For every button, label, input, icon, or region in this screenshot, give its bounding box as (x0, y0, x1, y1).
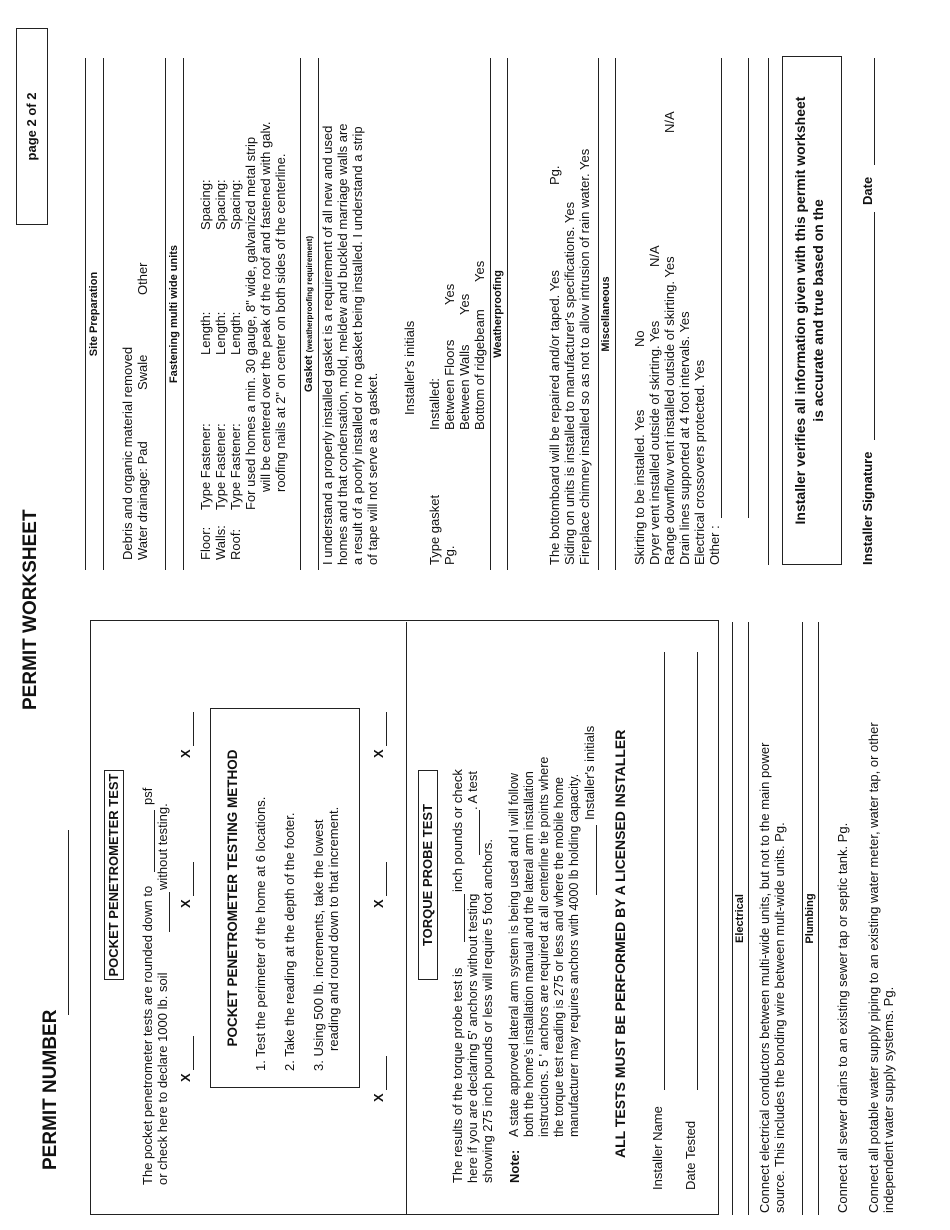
plumbing-line-2: Connect all potable water supply piping to an existing water meter, water tap, or other (866, 722, 881, 1213)
walls-type-fastener: Type Fastener: (213, 423, 228, 510)
between-floors-yes: Yes (442, 283, 457, 305)
ridgebeam-label: Bottom of ridgebeam (472, 309, 487, 430)
dryer-vent-na: N/A (647, 245, 662, 267)
electrical-top-line (732, 622, 733, 1215)
note-line-3: instructions. 5 ' anchors are required at all centerline tie points where (537, 756, 551, 1137)
used-homes-line-2: will be centered over the peak of the roof and fastened with galv. (258, 121, 273, 492)
penetrometer-x-1: X (178, 1073, 193, 1082)
gasket-title: Gasket (303, 355, 315, 393)
psf-label: psf (140, 787, 155, 805)
torque-title-box (418, 770, 438, 980)
date-tested-field[interactable] (697, 652, 698, 1090)
misc-bottom-line (615, 58, 616, 570)
penetrometer-x-3: X (178, 749, 193, 758)
misc-other-line-3[interactable] (768, 58, 769, 565)
electrical-bottom-line (748, 622, 749, 1215)
note-line-1: A state approved lateral arm system is being used and I will follow (507, 772, 521, 1137)
type-gasket-pg: Pg. (442, 545, 457, 565)
gasket-installed-label: Installed: (427, 377, 442, 430)
testing-step-3: 3. Using 500 lb. increments, take the lowest (311, 819, 326, 1071)
chimney-text: Fireplace chimney installed so as not to allow intrusion of rain water. Yes (577, 148, 592, 565)
gasket-line-4: of tape will not serve as a gasket. (365, 372, 380, 565)
plumbing-bottom-line (818, 622, 819, 1215)
licensed-installer-notice: ALL TESTS MUST BE PERFORMED BY A LICENSED INSTALLER (612, 729, 628, 1158)
misc-top-line (598, 58, 599, 570)
torque-line-2b: . A test (465, 770, 480, 810)
between-floors-label: Between Floors (442, 339, 457, 430)
gasket-bottom-line (318, 58, 319, 570)
electrical-title: Electrical (734, 894, 746, 943)
installer-name-field[interactable] (664, 652, 665, 1090)
roof-type-fastener: Type Fastener: (228, 423, 243, 510)
note-label: Note: (507, 1149, 522, 1183)
penetrometer-reading-2[interactable] (193, 862, 194, 896)
used-homes-line-1: For used homes a min. 30 gauge, 8" wide, galvanized metal strip (243, 136, 258, 510)
date-tested-label: Date Tested (683, 1120, 698, 1190)
electrical-line-1: Connect electrical conductors between multi-wide units, but not to the main power (757, 742, 772, 1213)
plumbing-title: Plumbing (804, 893, 816, 944)
site-prep-top-line (85, 58, 86, 570)
drain-lines-text: Drain lines supported at 4 foot intervals. Yes (677, 311, 692, 565)
penetrometer-x-4: X (371, 1093, 386, 1102)
penetrometer-x-2: X (178, 899, 193, 908)
page-indicator-box (16, 28, 48, 225)
torque-line-2a: here if you are declaring 5' anchors without testing (465, 893, 480, 1183)
penetrometer-x-6: X (371, 749, 386, 758)
between-walls-yes: Yes (457, 293, 472, 315)
installer-signature-label: Installer Signature (860, 451, 875, 565)
roof-length: Length: (228, 311, 243, 355)
penetrometer-reading-5[interactable] (386, 862, 387, 896)
misc-other-line-1[interactable] (721, 58, 722, 518)
penetrometer-reading-4[interactable] (386, 1056, 387, 1090)
skirting-text: Skirting to be installed. Yes (632, 409, 647, 565)
siding-text: Siding on units is installed to manufacturer's specifications. Yes (562, 201, 577, 565)
date-field[interactable] (874, 58, 875, 165)
floor-length: Length: (198, 311, 213, 355)
penetrometer-divider (406, 622, 407, 1215)
torque-installer-initials: Installer's initials (582, 725, 597, 820)
gasket-title-row (303, 58, 316, 570)
testing-step-2: 2. Take the reading at the depth of the footer. (282, 812, 297, 1071)
misc-other-line-2[interactable] (748, 58, 749, 518)
plumbing-line-1: Connect all sewer drains to an existing sewer tap or septic tank. Pg. (835, 822, 850, 1213)
permit-number-label: PERMIT NUMBER (40, 1009, 61, 1170)
verification-line-2: is accurate and true based on the (810, 199, 826, 422)
penetrometer-reading-1[interactable] (193, 1036, 194, 1070)
torque-line-3: showing 275 inch pounds or less will require 5 foot anchors. (480, 839, 495, 1183)
penetrometer-reading-6[interactable] (386, 712, 387, 746)
torque-initials-blank[interactable] (596, 825, 597, 895)
weatherproofing-bottom-line (507, 58, 508, 570)
penetrometer-check-blank[interactable] (169, 892, 170, 932)
walls-spacing: Spacing: (213, 179, 228, 230)
torque-line-1a: The results of the torque probe test is (450, 967, 465, 1183)
gasket-line-1: I understand a properly installed gasket is a requirement of all new and used (320, 125, 335, 565)
date-label: Date (860, 176, 875, 205)
fastening-title: Fastening multi wide units (168, 244, 180, 384)
penetrometer-x-5: X (371, 899, 386, 908)
testing-method-box (210, 708, 360, 1088)
range-vent-na: N/A (662, 111, 677, 133)
penetrometer-text-1: The pocket penetrometer tests are rounded down to (140, 885, 155, 1185)
floor-spacing: Spacing: (198, 179, 213, 230)
testing-step-3-cont: reading and round down to that increment. (326, 806, 341, 1051)
roof-spacing: Spacing: (228, 179, 243, 230)
note-line-4: the torque test reading is 275 or less and where the mobile home (552, 777, 566, 1137)
penetrometer-text-2: or check here to declare 1000 lb. soil (155, 972, 170, 1185)
electrical-line-2: source. This includes the bonding wire between mult-wide units. Pg. (772, 822, 787, 1213)
range-vent-text: Range downflow vent installed outside of skirting. Yes (662, 256, 677, 565)
fastening-top-line (165, 58, 166, 570)
bottomboard-pg: Pg. (547, 165, 562, 185)
note-line-5: manufacturer may requires anchors with 4000 lb holding capacity. (567, 773, 581, 1137)
roof-label: Roof: (228, 528, 243, 560)
ridgebeam-yes: Yes (472, 260, 487, 282)
floor-label: Floor: (198, 526, 213, 560)
walls-label: Walls: (213, 525, 228, 560)
weatherproofing-title: Weatherproofing (492, 270, 504, 358)
without-testing-label: without testing. (155, 803, 170, 890)
water-drainage-pad: Water drainage: Pad (135, 441, 150, 560)
water-drainage-other: Other (135, 262, 150, 295)
dryer-vent-text: Dryer vent installed outside of skirting. Yes (647, 320, 662, 565)
fastening-bottom-line (183, 58, 184, 570)
verification-box (782, 56, 842, 565)
bottomboard-text: The bottomboard will be repaired and/or taped. Yes (547, 270, 562, 565)
penetrometer-title-box (104, 770, 124, 980)
permit-number-line[interactable] (68, 830, 69, 1015)
gasket-line-2: homes and that condensation, mold, meldew and buckled marriage walls are (335, 123, 350, 565)
testing-step-1: 1. Test the perimeter of the home at 6 locations. (253, 796, 268, 1071)
page-indicator: page 2 of 2 (24, 92, 39, 161)
penetrometer-reading-3[interactable] (193, 712, 194, 746)
gasket-top-line (300, 58, 301, 570)
site-prep-title: Site Preparation (88, 271, 100, 357)
walls-length: Length: (213, 311, 228, 355)
testing-method-title: POCKET PENETROMETER TESTING METHOD (225, 749, 240, 1047)
page-title: PERMIT WORKSHEET (20, 509, 41, 710)
installer-signature-field[interactable] (874, 212, 875, 440)
gasket-subtitle: (weatherproofing requirement) (305, 235, 314, 353)
used-homes-line-3: roofing nails at 2" on center on both sides of the centerline. (273, 153, 288, 492)
type-gasket-label: Type gasket (427, 494, 442, 565)
water-drainage-swale: Swale (135, 354, 150, 390)
debris-removed-text: Debris and organic material removed (120, 346, 135, 560)
verification-line-1: Installer verifies all information given with this permit worksheet (792, 96, 808, 525)
torque-line-1b: inch pounds or check (450, 769, 465, 892)
between-walls-label: Between Walls (457, 344, 472, 430)
skirting-no: No (632, 330, 647, 347)
weatherproofing-top-line (490, 58, 491, 570)
misc-other-label: Other : (707, 525, 722, 565)
floor-type-fastener: Type Fastener: (198, 423, 213, 510)
site-prep-bottom-line (103, 58, 104, 570)
misc-title: Miscellaneous (600, 276, 612, 352)
note-line-2: both the home's installation manual and the lateral arm installation (522, 771, 536, 1137)
plumbing-line-3: independent water supply systems. Pg. (881, 986, 896, 1213)
crossovers-text: Electrical crossovers protected. Yes (692, 359, 707, 565)
plumbing-top-line (802, 622, 803, 1215)
gasket-line-3: a result of a poorly installed or no gasket being installed. I understand a strip (350, 126, 365, 565)
penetrometer-title: POCKET PENETROMETER TEST (106, 773, 121, 977)
torque-title: TORQUE PROBE TEST (420, 803, 435, 947)
installer-name-label: Installer Name (650, 1106, 665, 1190)
gasket-installer-initials: Installer's initials (402, 320, 417, 415)
